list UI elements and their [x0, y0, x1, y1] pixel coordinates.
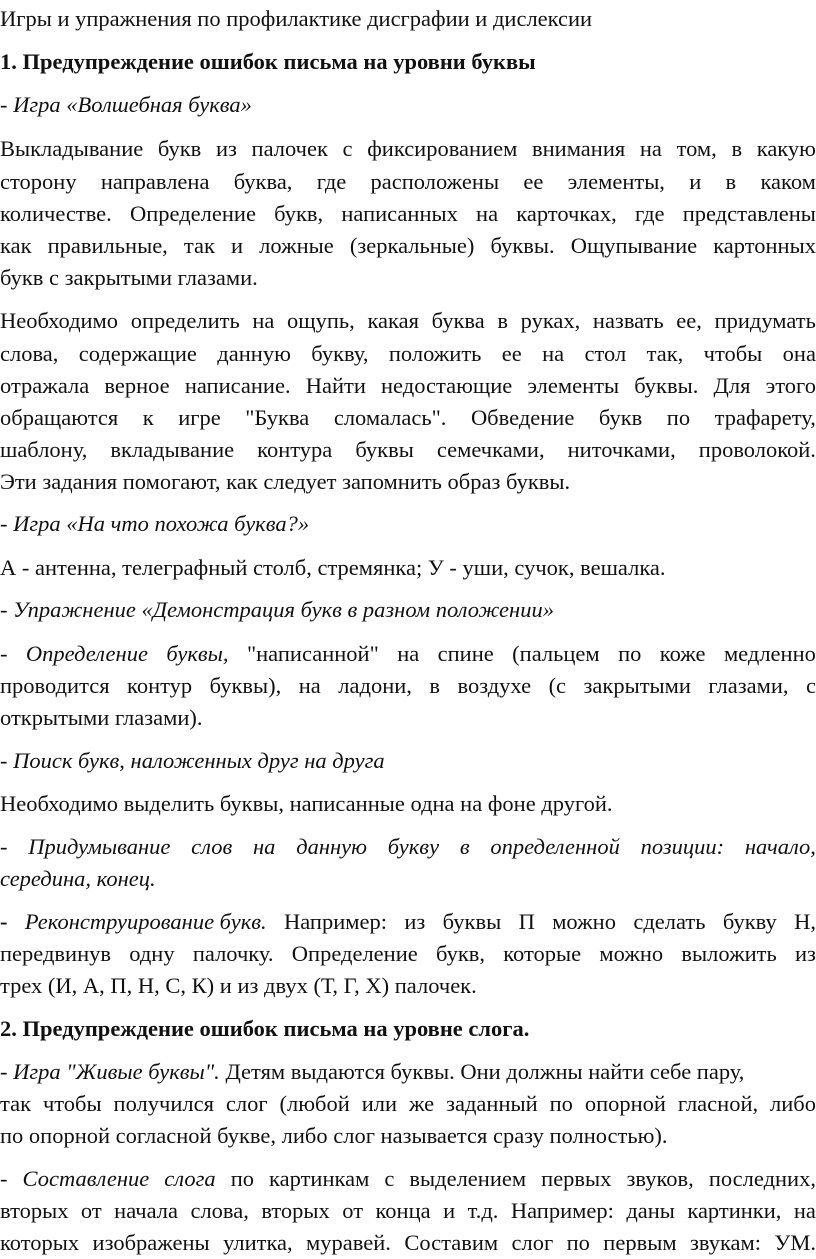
- word: (любой: [279, 1091, 350, 1116]
- compose-word: последних,: [708, 1166, 816, 1191]
- word: проводится: [0, 673, 110, 698]
- word: недостающие: [381, 373, 513, 398]
- word: палочек: [251, 136, 328, 161]
- word: придумать: [714, 308, 816, 333]
- word: муравей.: [306, 1230, 391, 1255]
- word: либо: [770, 1091, 816, 1116]
- document-title: Игры и упражнения по профилактике дисграфии и дислексии: [0, 6, 593, 31]
- p2-line-1: [0, 304, 816, 337]
- word: отражала: [0, 373, 90, 398]
- compose-italic-word: Составление: [22, 1166, 150, 1191]
- word: получился: [113, 1091, 214, 1116]
- word: содержащие: [78, 341, 197, 366]
- word: ее: [501, 341, 522, 366]
- word: и: [231, 233, 244, 258]
- word: количестве.: [0, 201, 112, 226]
- word: карточках,: [516, 201, 617, 226]
- p4-word: "написанной": [246, 641, 379, 666]
- p4-word: медленно: [723, 641, 816, 666]
- recon-dash: -: [0, 909, 8, 934]
- word: ниточками,: [567, 437, 676, 462]
- game-what-letter-looks-like-heading: - Игра «На что похожа буква?»: [0, 511, 310, 536]
- recon-word: П: [518, 909, 535, 934]
- word: же: [408, 1091, 435, 1116]
- word: где: [316, 169, 347, 194]
- word: так: [183, 233, 215, 258]
- word: правильные,: [47, 233, 168, 258]
- p4-line-3: открытыми глазами).: [0, 705, 203, 730]
- word: слова,: [0, 341, 59, 366]
- compose-line-1: [0, 1162, 816, 1195]
- word: ощупь,: [287, 308, 355, 333]
- word: Для: [713, 373, 751, 398]
- word: картинки,: [687, 1198, 782, 1223]
- word: слог: [225, 1091, 268, 1116]
- word: воздухе: [457, 673, 532, 698]
- word: с: [806, 673, 816, 698]
- word: Найти: [305, 373, 366, 398]
- recon-word: букву: [722, 909, 777, 934]
- word: буквы.: [490, 233, 555, 258]
- word: из: [795, 941, 816, 966]
- word: какую: [756, 136, 816, 161]
- word: начало,: [744, 834, 816, 859]
- p4-word: (пальцем: [512, 641, 600, 666]
- word: букв,: [274, 201, 324, 226]
- exercise-demonstration-heading: - Упражнение «Демонстрация букв в разном положении»: [0, 597, 554, 622]
- compose-word: с: [384, 1166, 395, 1191]
- word: от: [342, 1198, 364, 1223]
- word: представлены: [682, 201, 816, 226]
- recon-line-1: [0, 905, 816, 938]
- word: и: [443, 1198, 456, 1223]
- word: написание.: [184, 373, 291, 398]
- word: гласной,: [677, 1091, 759, 1116]
- word: она: [782, 341, 816, 366]
- word: буква: [431, 308, 485, 333]
- word: Ощупывание: [570, 233, 698, 258]
- word: стол: [584, 341, 627, 366]
- word: расположены: [370, 169, 500, 194]
- word: букв: [598, 405, 643, 430]
- compose-line-2: [0, 1194, 816, 1227]
- recon-line-3: трех (И, А, П, Н, С, К) и из двух (Т, Г, Х) палочек.: [0, 973, 477, 998]
- word: данную: [296, 834, 368, 859]
- word: определить: [130, 308, 240, 333]
- word: на: [252, 308, 275, 333]
- live-letters-italic: - Игра "Живые буквы".: [0, 1059, 220, 1084]
- p4-line-1: [0, 637, 816, 670]
- word: внимания: [532, 136, 626, 161]
- compose-italic-word: -: [0, 1166, 8, 1191]
- word: закрытыми: [583, 673, 691, 698]
- p3-line: А - антенна, телеграфный столб, стремянка; У - уши, сучок, вешалка.: [0, 555, 666, 580]
- word: Например:: [510, 1198, 614, 1223]
- word: так: [0, 1091, 32, 1116]
- word: картонных: [713, 233, 816, 258]
- word: трафарету,: [714, 405, 816, 430]
- word: изображены: [92, 1230, 210, 1255]
- word: звукам:: [689, 1230, 762, 1255]
- word: букву: [387, 834, 440, 859]
- word: вторых: [0, 1198, 69, 1223]
- word: букву,: [311, 341, 369, 366]
- recon-word: Например:: [283, 909, 387, 934]
- word: шаблону,: [0, 437, 88, 462]
- word: определенной: [490, 834, 620, 859]
- word: Выкладывание: [0, 136, 144, 161]
- word: УМ.: [774, 1230, 816, 1255]
- word: где: [634, 201, 665, 226]
- word: выложить: [681, 941, 777, 966]
- word: Составим: [404, 1230, 499, 1255]
- word: слов: [191, 834, 233, 859]
- word: букв: [157, 136, 202, 161]
- word: по: [666, 405, 691, 430]
- word: как: [0, 233, 32, 258]
- word: фиксированием: [367, 136, 518, 161]
- word: слова,: [190, 1198, 249, 1223]
- recon-italic: Реконструирование букв.: [24, 909, 267, 934]
- compose-italic-word: слога: [164, 1166, 216, 1191]
- word: глазами,: [708, 673, 789, 698]
- word: к: [142, 405, 154, 430]
- word: которых: [0, 1230, 80, 1255]
- p4-word: на: [397, 641, 420, 666]
- word: данную: [217, 341, 291, 366]
- word: с: [342, 136, 353, 161]
- word: каком: [760, 169, 816, 194]
- word: чтобы: [42, 1091, 102, 1116]
- word: буква,: [233, 169, 293, 194]
- compose-word: по: [230, 1166, 254, 1191]
- word: Определение: [129, 201, 256, 226]
- word: на: [639, 136, 662, 161]
- word: ее,: [676, 308, 702, 333]
- word: которые: [503, 941, 582, 966]
- word: первым: [603, 1230, 677, 1255]
- word: написанных: [341, 201, 458, 226]
- p2-line-6: Эти задания помогают, как следует запомнить образ буквы.: [0, 469, 571, 494]
- p4-italic-word: -: [0, 641, 8, 666]
- word: ладони,: [338, 673, 412, 698]
- word: контура: [257, 437, 333, 462]
- word: (с: [548, 673, 567, 698]
- p1-line-2: [0, 165, 816, 198]
- compose-word: первых: [541, 1166, 612, 1191]
- word: даны: [626, 1198, 675, 1223]
- p1-line-4: [0, 229, 816, 262]
- word: по: [549, 1091, 573, 1116]
- word: в: [731, 136, 743, 161]
- word: вторых: [261, 1198, 330, 1223]
- word: передвинув: [0, 941, 111, 966]
- p5-line: Необходимо выделить буквы, написанные одна на фоне другой.: [0, 791, 613, 816]
- live-letters-rest: Детям выдаются буквы. Они должны найти себе пару,: [219, 1059, 745, 1084]
- word: на: [298, 673, 321, 698]
- word: контур: [127, 673, 193, 698]
- word: руках,: [520, 308, 581, 333]
- p2-line-2: [0, 337, 816, 370]
- word: т.д.: [467, 1198, 499, 1223]
- word: слог: [511, 1230, 554, 1255]
- word: положить: [388, 341, 482, 366]
- live-letters-line-2: [0, 1087, 816, 1120]
- word: на: [253, 834, 276, 859]
- word: из: [215, 136, 237, 161]
- p4-line-2: [0, 669, 816, 702]
- search-letters-heading: - Поиск букв, наложенных друг на друга: [0, 748, 385, 773]
- section-2-heading: 2. Предупреждение ошибок письма на уровне слога.: [0, 1016, 530, 1041]
- p4-word: коже: [659, 641, 706, 666]
- p1-line-3: [0, 197, 816, 230]
- word: в: [429, 673, 441, 698]
- word: (зеркальные): [349, 233, 475, 258]
- word: в: [725, 169, 737, 194]
- section-1-heading: 1. Предупреждение ошибок письма на уровни буквы: [0, 49, 536, 74]
- word: вкладывание: [110, 437, 235, 462]
- word: буквы: [355, 437, 414, 462]
- word: конца: [375, 1198, 431, 1223]
- p4-italic-word: буквы,: [166, 641, 229, 666]
- word: заданный: [446, 1091, 538, 1116]
- word: улитка,: [223, 1230, 293, 1255]
- word: игре: [178, 405, 221, 430]
- word: чтобы: [703, 341, 763, 366]
- word: -: [0, 834, 8, 859]
- p2-line-5: [0, 433, 816, 466]
- p1-line-5: букв с закрытыми глазами.: [0, 265, 258, 290]
- word: начала: [114, 1198, 179, 1223]
- word: Определение: [291, 941, 418, 966]
- word: верное: [104, 373, 170, 398]
- p4-word: спине: [437, 641, 494, 666]
- word: семечками,: [436, 437, 545, 462]
- recon-word: из: [404, 909, 426, 934]
- live-letters-line-3: по опорной согласной букве, либо слог называется сразу полностью).: [0, 1123, 668, 1148]
- word: буквы),: [209, 673, 282, 698]
- compose-line-3: [0, 1226, 816, 1259]
- word: Необходимо: [0, 308, 119, 333]
- word: ложные: [259, 233, 334, 258]
- compose-word: картинкам: [269, 1166, 370, 1191]
- word: так,: [646, 341, 684, 366]
- word: сломалась".: [333, 405, 447, 430]
- word: или: [361, 1091, 398, 1116]
- recon-word: буквы: [442, 909, 502, 934]
- word: том,: [676, 136, 717, 161]
- word: на: [793, 1198, 816, 1223]
- word: проволокой.: [698, 437, 816, 462]
- recon-line-2: [0, 937, 816, 970]
- compose-word: выделением: [409, 1166, 527, 1191]
- p2-line-3: [0, 369, 816, 402]
- p2-line-4: [0, 401, 816, 434]
- p1-line-1: [0, 132, 816, 165]
- word: "Буква: [245, 405, 310, 430]
- word: на: [542, 341, 565, 366]
- word: сторону: [0, 169, 77, 194]
- invent-words-line-2: середина, конец.: [0, 866, 156, 891]
- word: элементы,: [567, 169, 665, 194]
- compose-word: звуков,: [626, 1166, 694, 1191]
- word: направлена: [100, 169, 210, 194]
- word: элементы: [527, 373, 620, 398]
- word: назвать: [592, 308, 664, 333]
- recon-word: Н,: [794, 909, 816, 934]
- word: в: [497, 308, 508, 333]
- word: Обведение: [470, 405, 575, 430]
- invent-words-line-1: [0, 830, 816, 863]
- recon-word: сделать: [633, 909, 706, 934]
- word: ее: [523, 169, 544, 194]
- word: обращаются: [0, 405, 119, 430]
- p4-italic-word: Определение: [25, 641, 148, 666]
- word: от: [80, 1198, 102, 1223]
- live-letters-line-1: [0, 1055, 816, 1088]
- word: на: [476, 201, 499, 226]
- word: опорной: [584, 1091, 666, 1116]
- word: Придумывание: [28, 834, 171, 859]
- game-magic-letter-heading: - Игра «Волшебная буква»: [0, 92, 252, 117]
- word: какая: [367, 308, 419, 333]
- word: одну: [129, 941, 175, 966]
- p4-word: по: [618, 641, 642, 666]
- word: этого: [765, 373, 816, 398]
- word: можно: [599, 941, 664, 966]
- word: буквы.: [634, 373, 699, 398]
- word: позиции:: [640, 834, 725, 859]
- word: по: [566, 1230, 590, 1255]
- word: и: [689, 169, 702, 194]
- recon-word: можно: [552, 909, 616, 934]
- word: в: [459, 834, 470, 859]
- word: букв,: [435, 941, 486, 966]
- word: палочку.: [192, 941, 274, 966]
